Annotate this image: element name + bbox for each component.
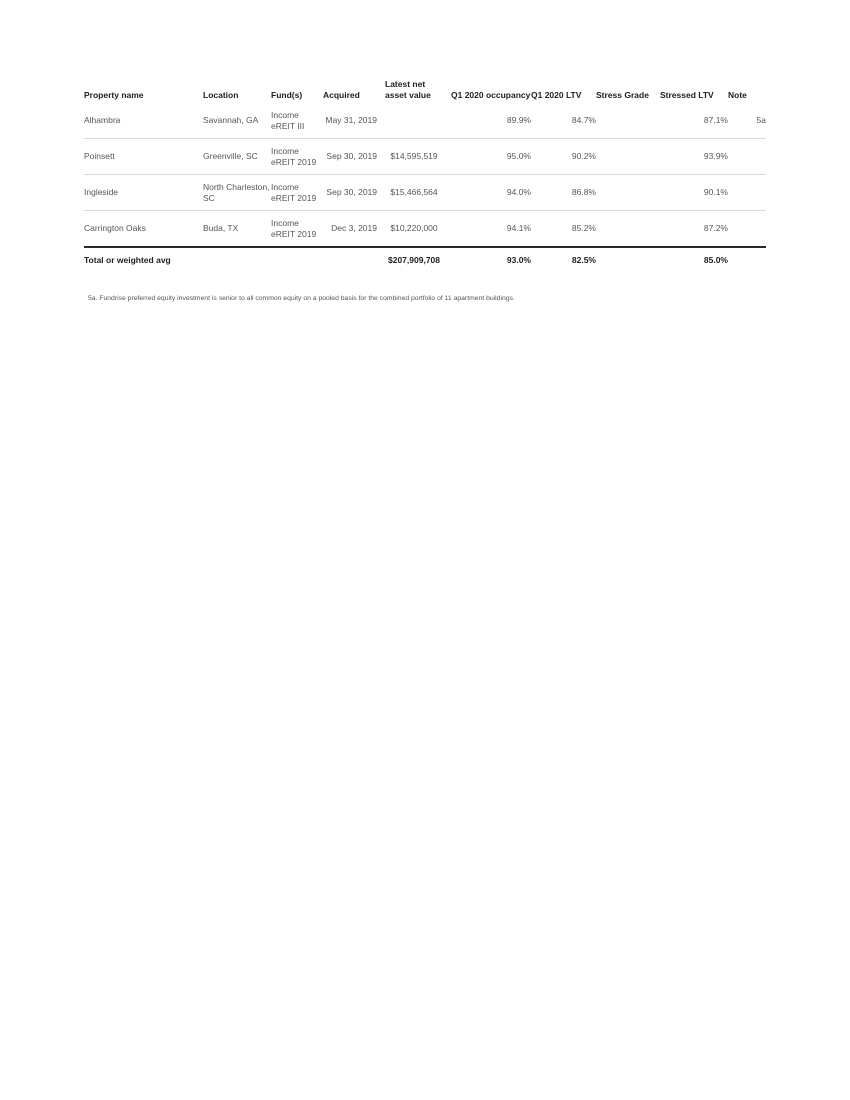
cell-funds: Income eREIT 2019 (271, 182, 317, 203)
table-header-row (84, 79, 766, 103)
cell-acquired: May 31, 2019 (325, 115, 377, 126)
cell-stress-grade (596, 175, 660, 211)
cell-property-name: Alhambra (84, 115, 121, 126)
cell-nav: $10,220,000 (390, 223, 438, 234)
cell-total-acquired (323, 247, 377, 273)
cell-funds: Income eREIT 2019 (271, 146, 317, 167)
table-total-row (84, 247, 766, 273)
cell-ltv: 84.7% (571, 115, 596, 126)
cell-location: Buda, TX (203, 223, 239, 234)
footnote-5a: 5a. Fundrise preferred equity investment is senior to all common equity on a pooled basis for the combined portfolio of 11 apartment buildings. (88, 295, 515, 302)
col-header-net-asset-value: Latest net asset value (385, 79, 431, 100)
cell-occupancy: 94.0% (506, 187, 531, 198)
cell-property-name: Carrington Oaks (84, 223, 146, 234)
col-header-stressed-ltv: Stressed LTV (660, 89, 714, 100)
col-header-note: Note (728, 89, 747, 100)
cell-note (728, 139, 766, 175)
cell-ltv: 85.2% (571, 223, 596, 234)
cell-acquired: Sep 30, 2019 (326, 187, 377, 198)
cell-total-note (728, 247, 766, 273)
cell-note (728, 211, 766, 248)
properties-table (84, 79, 766, 273)
table-row-carrington-oaks (84, 211, 766, 248)
cell-property-name: Poinsett (84, 151, 115, 162)
cell-stress-grade (596, 103, 660, 139)
cell-acquired: Sep 30, 2019 (326, 151, 377, 162)
cell-funds: Income eREIT 2019 (271, 218, 317, 239)
col-header-q1-ltv: Q1 2020 LTV (531, 89, 582, 100)
cell-nav (377, 103, 451, 139)
table-row-ingleside (84, 175, 766, 211)
cell-note: 5a (756, 115, 766, 126)
cell-stressed-ltv: 90.1% (703, 187, 728, 198)
cell-total-nav: $207,909,708 (388, 255, 440, 265)
cell-total-ltv: 82.5% (571, 255, 596, 265)
col-header-location: Location (203, 89, 239, 100)
cell-total-stress-grade (596, 247, 660, 273)
cell-stress-grade (596, 211, 660, 248)
cell-nav: $14,595,519 (390, 151, 438, 162)
cell-property-name: Ingleside (84, 187, 119, 198)
cell-total-occupancy: 93.0% (506, 255, 531, 265)
col-header-q1-occupancy: Q1 2020 occupancy (451, 89, 531, 100)
cell-total-stressed-ltv: 85.0% (703, 255, 728, 265)
cell-note (728, 175, 766, 211)
cell-funds: Income eREIT III (271, 110, 305, 131)
cell-occupancy: 89.9% (506, 115, 531, 126)
col-header-property-name: Property name (84, 89, 144, 100)
cell-total-funds (271, 247, 323, 273)
col-header-stress-grade: Stress Grade (596, 89, 649, 100)
cell-occupancy: 94.1% (506, 223, 531, 234)
table-row-alhambra (84, 103, 766, 139)
cell-location: Greenville, SC (203, 151, 258, 162)
table-row-poinsett (84, 139, 766, 175)
cell-ltv: 86.8% (571, 187, 596, 198)
cell-nav: $15,466,564 (390, 187, 438, 198)
cell-acquired: Dec 3, 2019 (331, 223, 377, 234)
cell-stressed-ltv: 87.1% (703, 115, 728, 126)
cell-total-label: Total or weighted avg (84, 255, 171, 265)
col-header-acquired: Acquired (323, 89, 360, 100)
cell-location: Savannah, GA (203, 115, 259, 126)
cell-ltv: 90.2% (571, 151, 596, 162)
cell-occupancy: 95.0% (506, 151, 531, 162)
cell-location: North Charleston, SC (203, 182, 270, 203)
col-header-funds: Fund(s) (271, 89, 303, 100)
cell-stress-grade (596, 139, 660, 175)
cell-stressed-ltv: 87.2% (703, 223, 728, 234)
cell-total-location (203, 247, 271, 273)
cell-stressed-ltv: 93.9% (703, 151, 728, 162)
